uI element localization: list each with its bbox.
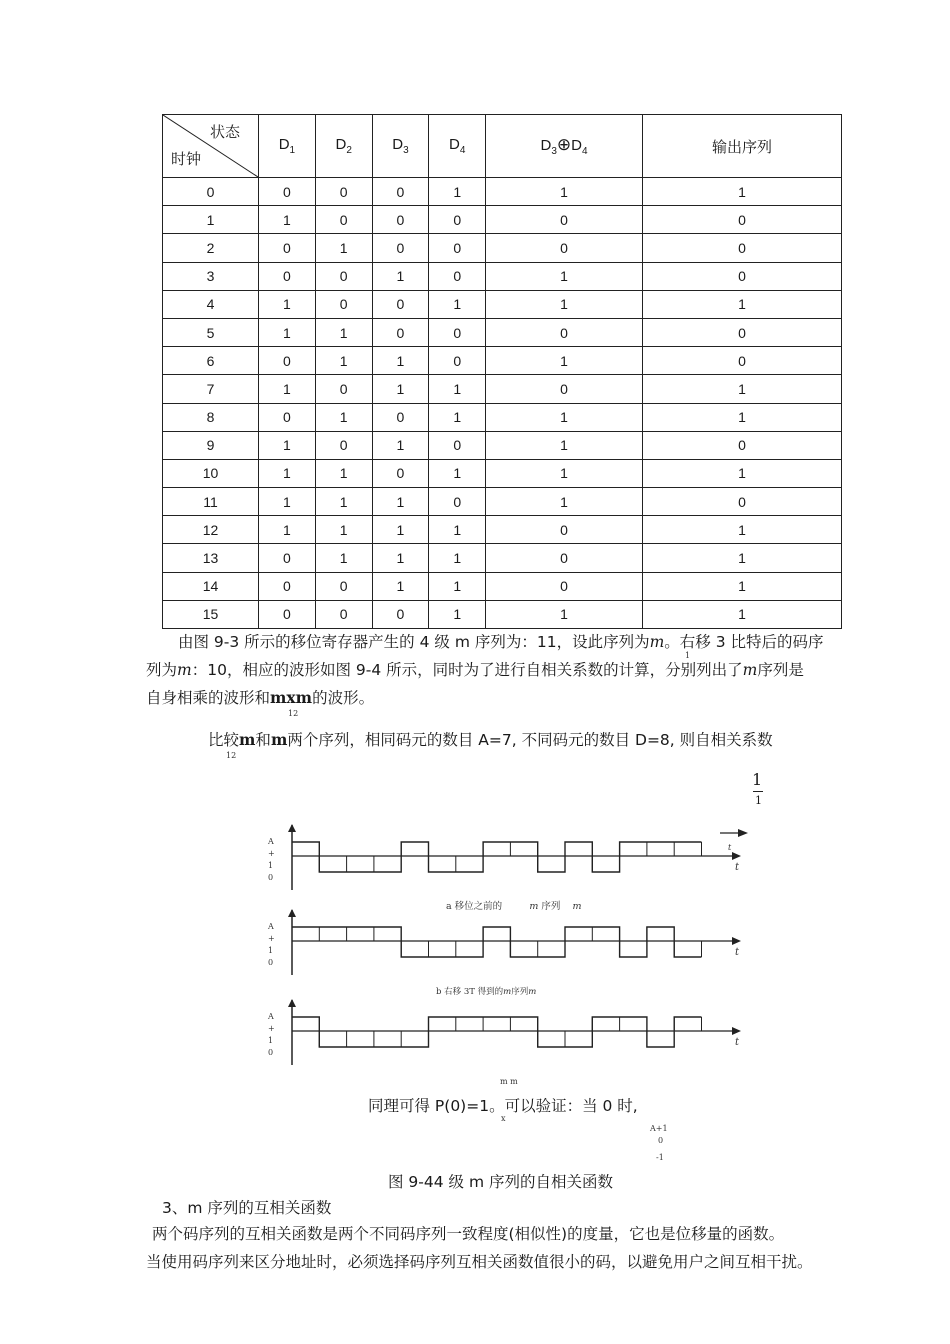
state-cell: 1 — [315, 516, 372, 544]
state-cell: 1 — [486, 403, 643, 431]
level-label: 1 — [268, 1036, 274, 1045]
state-cell: 1 — [372, 544, 429, 572]
header-d4: $D_4$ — [429, 115, 486, 178]
side-label-a1: A+1 — [650, 1124, 668, 1133]
state-cell: 0 — [315, 375, 372, 403]
state-cell: 1 — [259, 375, 316, 403]
extra-axis-arrow — [738, 829, 748, 837]
state-cell: 1 — [259, 488, 316, 516]
state-cell: 0 — [486, 544, 643, 572]
state-cell: 1 — [642, 516, 841, 544]
state-cell: 1 — [372, 516, 429, 544]
para1-line1: 由图 9-3 所示的移位寄存器产生的 4 级 m 序列为：11，设此序列为m。右移 3 比特后的码序 — [178, 633, 824, 651]
time-axis-label: t — [735, 1037, 740, 1048]
fraction-num: 1 — [752, 770, 763, 789]
state-cell: 1 — [642, 375, 841, 403]
para1-sub1: 1 — [685, 651, 691, 660]
side-label-neg1: -1 — [656, 1153, 664, 1162]
x-axis-arrow — [732, 937, 741, 945]
state-cell: 1 — [642, 544, 841, 572]
para2-sub12: 12 — [226, 751, 237, 760]
table-row — [163, 178, 842, 206]
state-cell: 0 — [315, 206, 372, 234]
state-cell: 0 — [315, 178, 372, 206]
state-cell: 0 — [642, 318, 841, 346]
state-cell: 1 — [372, 431, 429, 459]
state-cell: 0 — [259, 572, 316, 600]
y-axis-arrow — [288, 824, 296, 832]
para4-line1: 两个码序列的互相关函数是两个不同码序列一致程度(相似性)的度量，它也是位移量的函数。 — [152, 1225, 785, 1243]
state-cell: 1 — [429, 516, 486, 544]
state-cell: 0 — [642, 488, 841, 516]
state-cell: 0 — [429, 234, 486, 262]
state-cell: 0 — [372, 600, 429, 628]
clock-cell: 2 — [163, 234, 259, 262]
state-cell: 1 — [372, 262, 429, 290]
state-cell: 0 — [486, 375, 643, 403]
clock-cell: 12 — [163, 516, 259, 544]
time-axis-label: t — [728, 843, 732, 852]
level-label: 1 — [268, 946, 274, 955]
state-cell: 0 — [642, 431, 841, 459]
state-cell: 0 — [372, 318, 429, 346]
caption-a: a 移位之前的 m 序列 m — [446, 901, 582, 912]
state-cell: 1 — [642, 600, 841, 628]
clock-cell: 7 — [163, 375, 259, 403]
state-cell: 0 — [315, 290, 372, 318]
table-row — [163, 488, 842, 516]
state-cell: 1 — [642, 403, 841, 431]
state-cell: 1 — [315, 488, 372, 516]
state-cell: 1 — [315, 544, 372, 572]
para4-line2: 当使用码序列来区分地址时，必须选择码序列互相关函数值很小的码，以避免用户之间互相干扰。 — [146, 1253, 813, 1271]
table-row — [163, 403, 842, 431]
state-cell: 0 — [486, 516, 643, 544]
clock-cell: 4 — [163, 290, 259, 318]
state-cell: 1 — [315, 403, 372, 431]
table-row — [163, 516, 842, 544]
figure-caption: 图 9-44 级 m 序列的自相关函数 — [388, 1173, 613, 1191]
state-cell: 0 — [315, 572, 372, 600]
clock-cell: 9 — [163, 431, 259, 459]
state-cell: 1 — [372, 488, 429, 516]
para3-x: x — [501, 1114, 506, 1123]
level-label: + — [268, 1024, 275, 1033]
state-cell: 0 — [429, 431, 486, 459]
state-cell: 0 — [642, 262, 841, 290]
state-cell: 0 — [315, 600, 372, 628]
clock-cell: 11 — [163, 488, 259, 516]
state-cell: 1 — [315, 347, 372, 375]
level-label: 1 — [268, 861, 274, 870]
table-row — [163, 431, 842, 459]
section-heading: 3、m 序列的互相关函数 — [162, 1199, 332, 1217]
waveform-figure — [250, 815, 770, 1075]
state-cell: 1 — [259, 516, 316, 544]
level-label: 0 — [268, 958, 274, 967]
state-cell: 0 — [486, 572, 643, 600]
clock-cell: 13 — [163, 544, 259, 572]
clock-cell: 14 — [163, 572, 259, 600]
header-d3: $D_3$ — [372, 115, 429, 178]
state-cell: 0 — [429, 262, 486, 290]
state-cell: 1 — [259, 431, 316, 459]
table-header-row — [163, 115, 842, 178]
state-cell: 1 — [642, 459, 841, 487]
state-table — [162, 114, 842, 629]
waveform-line — [292, 842, 702, 872]
fraction-bar — [753, 791, 763, 792]
state-cell: 1 — [372, 375, 429, 403]
table-row — [163, 318, 842, 346]
state-cell: 0 — [429, 347, 486, 375]
state-cell: 0 — [372, 178, 429, 206]
state-cell: 1 — [315, 318, 372, 346]
state-cell: 1 — [372, 572, 429, 600]
level-label: A — [268, 837, 274, 846]
state-cell: 1 — [486, 290, 643, 318]
table-row — [163, 459, 842, 487]
waveform-line — [292, 1017, 702, 1047]
table-row — [163, 572, 842, 600]
clock-cell: 6 — [163, 347, 259, 375]
level-label: A — [268, 922, 274, 931]
state-cell: 1 — [486, 600, 643, 628]
state-cell: 0 — [642, 347, 841, 375]
state-cell: 0 — [642, 206, 841, 234]
state-cell: 1 — [429, 178, 486, 206]
state-cell: 0 — [486, 206, 643, 234]
state-cell: 1 — [486, 347, 643, 375]
para1-line3: 自身相乘的波形和mxm的波形。 — [146, 688, 375, 707]
table-row — [163, 290, 842, 318]
level-label: 0 — [268, 873, 274, 882]
state-cell: 1 — [429, 600, 486, 628]
fraction-den: 1 — [755, 794, 762, 807]
table-row — [163, 262, 842, 290]
header-output: 输出序列 — [642, 115, 841, 178]
state-cell: 0 — [315, 262, 372, 290]
level-label: A — [268, 1012, 274, 1021]
clock-cell: 1 — [163, 206, 259, 234]
state-cell: 0 — [372, 403, 429, 431]
clock-cell: 10 — [163, 459, 259, 487]
para1-line2: 列为m：10，相应的波形如图 9-4 所示，同时为了进行自相关系数的计算，分别列出了m序列是 — [146, 661, 804, 679]
x-axis-arrow — [732, 852, 741, 860]
table-row — [163, 206, 842, 234]
clock-cell: 0 — [163, 178, 259, 206]
state-cell: 1 — [429, 403, 486, 431]
state-cell: 1 — [429, 375, 486, 403]
state-cell: 0 — [372, 206, 429, 234]
clock-cell: 3 — [163, 262, 259, 290]
state-cell: 1 — [429, 459, 486, 487]
para2-line: 比较m和m两个序列，相同码元的数目 A=7, 不同码元的数目 D=8, 则自相关系数 — [208, 730, 773, 749]
state-cell: 1 — [642, 290, 841, 318]
state-cell: 0 — [429, 206, 486, 234]
state-cell: 0 — [372, 459, 429, 487]
state-cell: 1 — [259, 318, 316, 346]
table-row — [163, 375, 842, 403]
side-label-0: 0 — [658, 1136, 664, 1145]
state-cell: 0 — [486, 318, 643, 346]
state-cell: 0 — [259, 262, 316, 290]
waveform-line — [292, 927, 702, 957]
para3-mm: m m — [500, 1077, 518, 1086]
clock-cell: 15 — [163, 600, 259, 628]
state-cell: 1 — [486, 178, 643, 206]
para3-line: 同理可得 P(0)=1。可以验证：当 0 时, — [368, 1097, 638, 1115]
state-cell: 1 — [259, 206, 316, 234]
state-cell: 1 — [486, 431, 643, 459]
state-cell: 1 — [642, 178, 841, 206]
time-axis-label: t — [735, 947, 740, 958]
y-axis-arrow — [288, 909, 296, 917]
time-axis-label: t — [735, 862, 740, 873]
state-cell: 1 — [429, 572, 486, 600]
para1-sub12: 12 — [288, 709, 299, 718]
state-cell: 1 — [642, 572, 841, 600]
state-cell: 1 — [486, 488, 643, 516]
state-cell: 1 — [259, 290, 316, 318]
level-label: + — [268, 934, 275, 943]
state-cell: 0 — [259, 600, 316, 628]
state-cell: 1 — [259, 459, 316, 487]
table-row — [163, 234, 842, 262]
state-cell: 1 — [315, 459, 372, 487]
state-cell: 0 — [315, 431, 372, 459]
state-cell: 0 — [372, 234, 429, 262]
state-cell: 0 — [259, 234, 316, 262]
corner-bottom-label: 时钟 — [171, 150, 202, 168]
table-row — [163, 544, 842, 572]
state-cell: 1 — [315, 234, 372, 262]
state-cell: 1 — [486, 459, 643, 487]
header-d1: $D_1$ — [259, 115, 316, 178]
clock-cell: 8 — [163, 403, 259, 431]
caption-b: b 右移 3T 得到的m序列m — [436, 987, 537, 997]
state-cell: 0 — [259, 544, 316, 572]
state-cell: 0 — [486, 234, 643, 262]
state-cell: 0 — [372, 290, 429, 318]
level-label: 0 — [268, 1048, 274, 1057]
clock-cell: 5 — [163, 318, 259, 346]
table-row — [163, 600, 842, 628]
state-cell: 0 — [259, 347, 316, 375]
table-row — [163, 347, 842, 375]
state-cell: 0 — [259, 178, 316, 206]
header-d2: $D_2$ — [315, 115, 372, 178]
state-cell: 0 — [429, 488, 486, 516]
state-cell: 0 — [259, 403, 316, 431]
state-cell: 0 — [642, 234, 841, 262]
state-cell: 1 — [486, 262, 643, 290]
state-cell: 0 — [429, 318, 486, 346]
y-axis-arrow — [288, 999, 296, 1007]
level-label: + — [268, 849, 275, 858]
corner-top-label: 状态 — [209, 123, 240, 141]
state-cell: 1 — [429, 544, 486, 572]
header-d3-xor-d4: $D_3\oplus D_4$ — [486, 115, 643, 178]
state-cell: 1 — [429, 290, 486, 318]
x-axis-arrow — [732, 1027, 741, 1035]
corner-cell — [163, 115, 259, 178]
state-cell: 1 — [372, 347, 429, 375]
